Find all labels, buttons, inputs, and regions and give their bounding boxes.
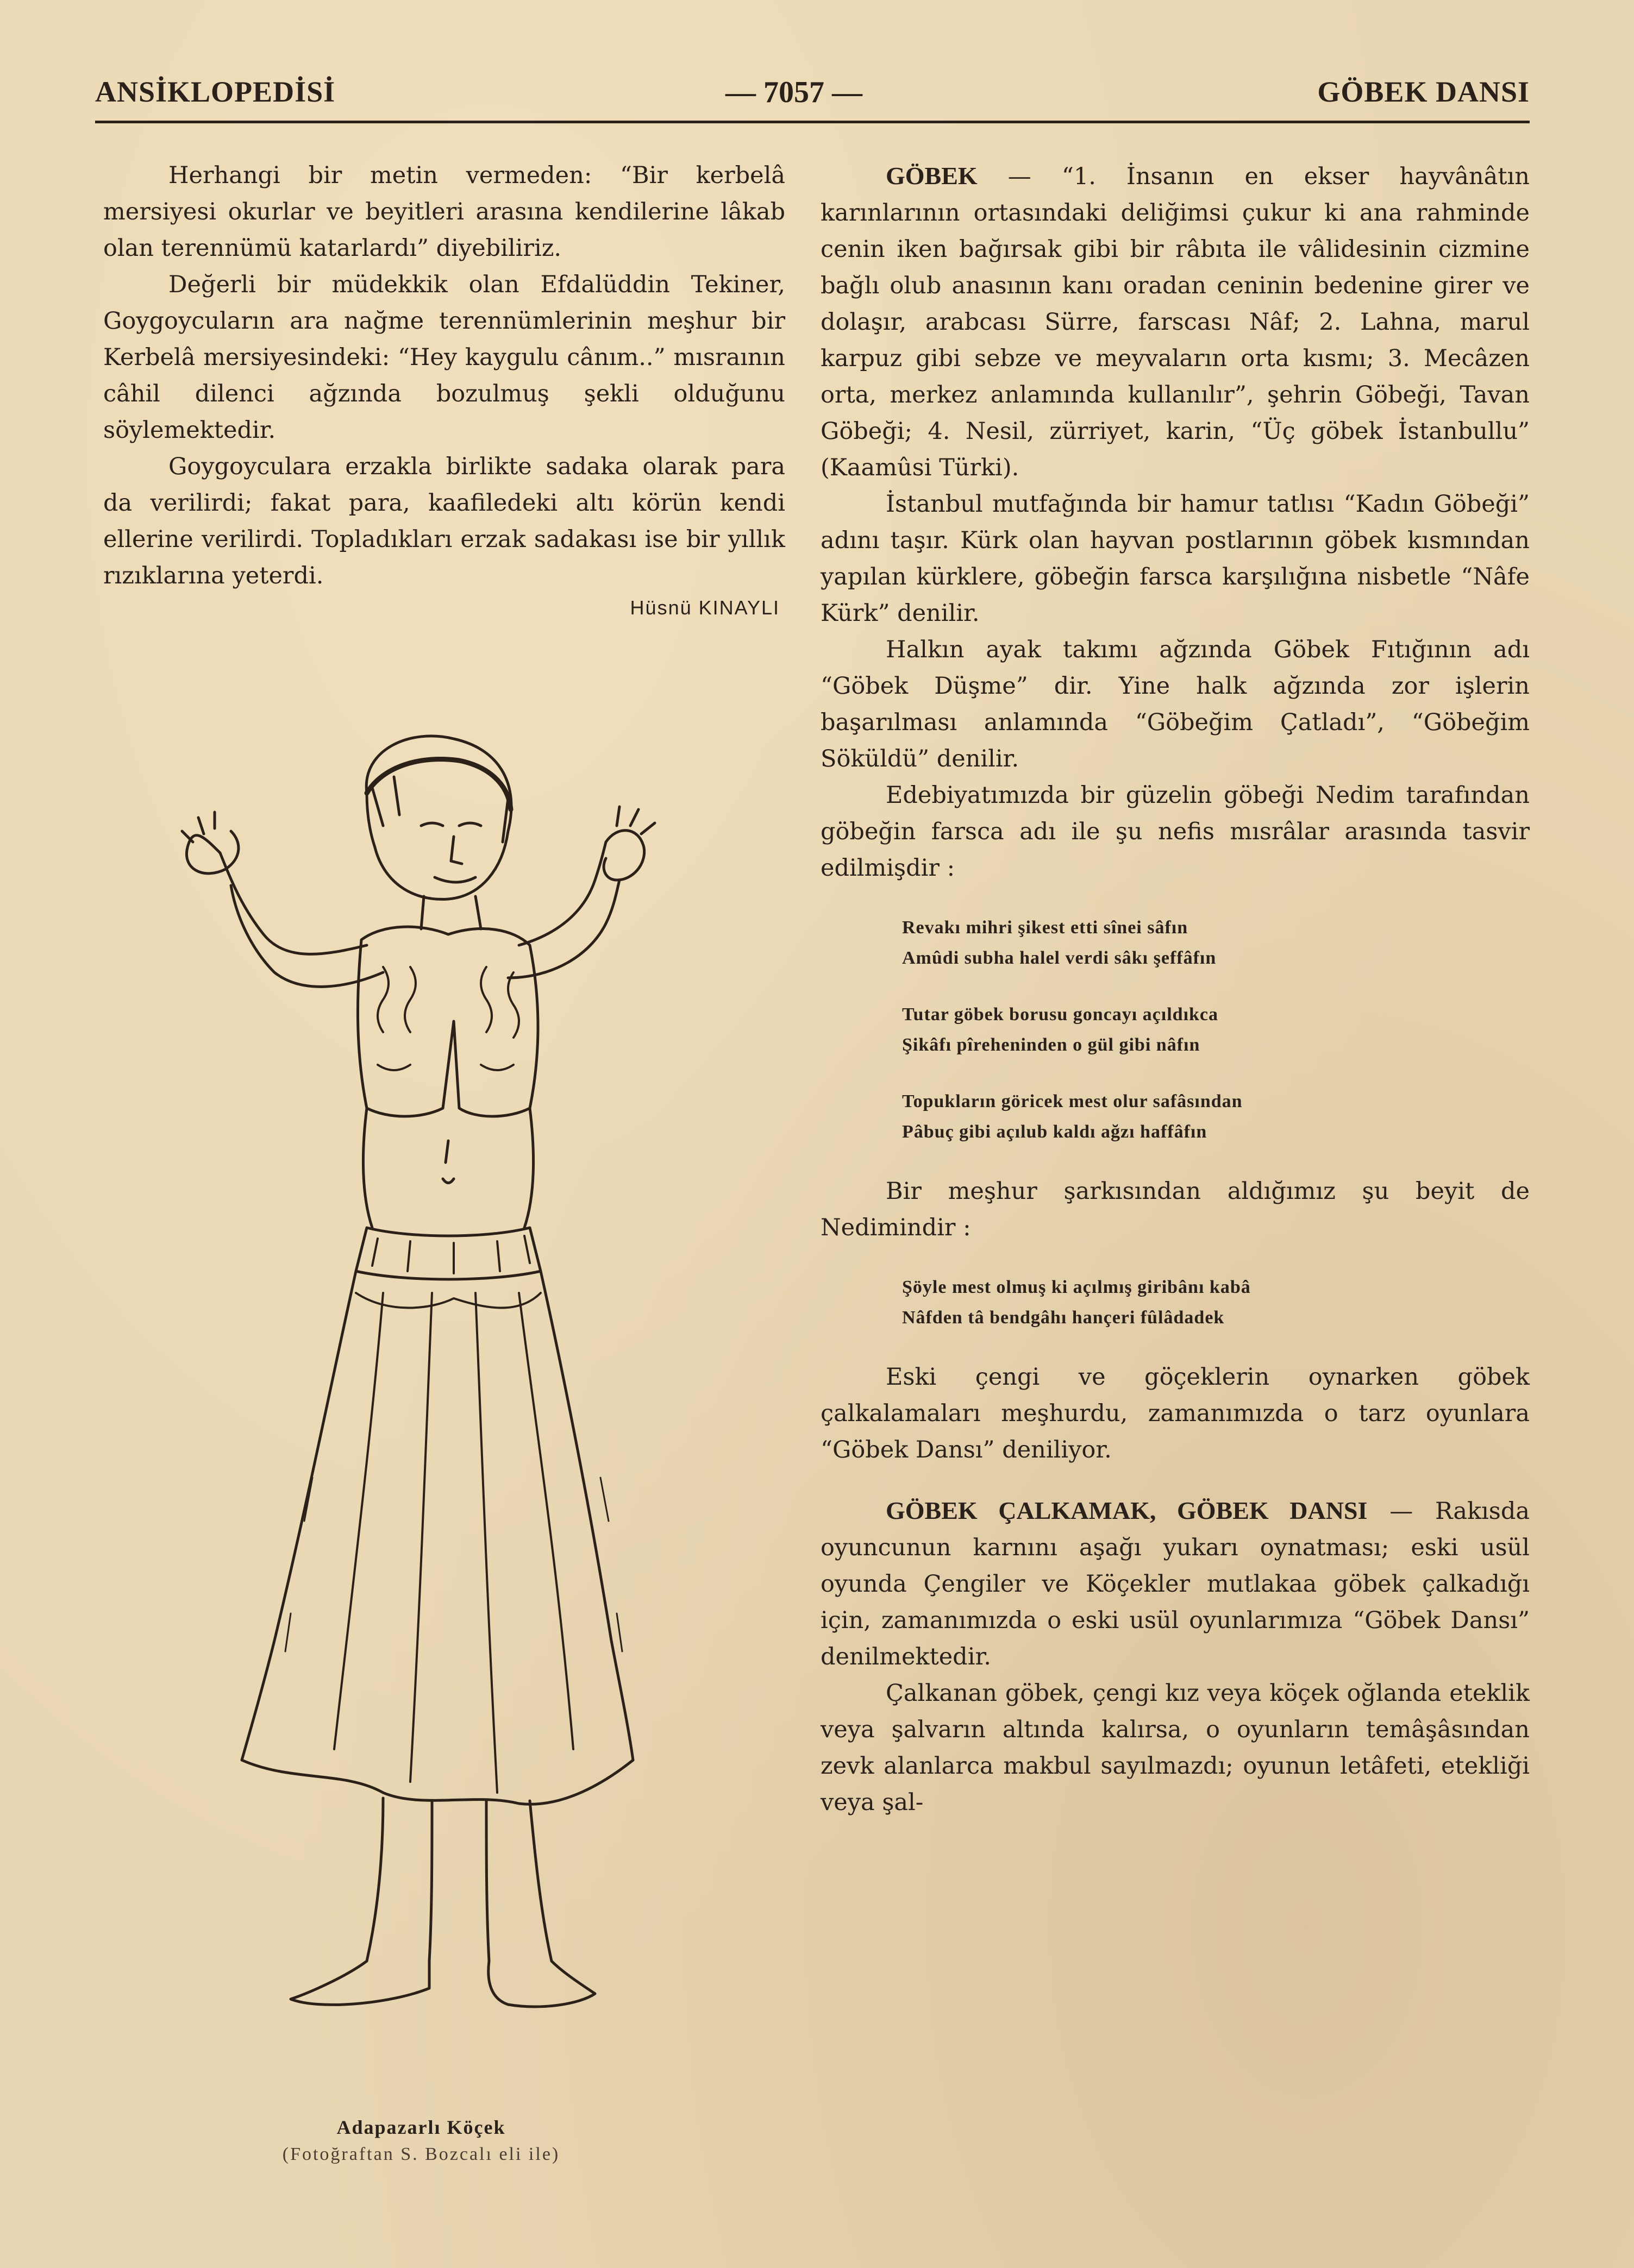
right-paragraph-5: Bir meşhur şarkısından aldığımız şu beyit de Nedimindir : [821, 1178, 1530, 1241]
verse-line: Topukların göricek mest olur safâsından [902, 1091, 1243, 1111]
running-head-left: ANSİKLOPEDİSİ [95, 76, 336, 108]
right-paragraph-2: İstanbul mutfağında bir hamur tatlısı “Kadın Göbeği” adını taşır. Kürk olan hayvan postlarının göbek kısmından yapılan kürklere, göbeğin farsca karşılığına nisbetle “Nâfe Kürk” denilir. [821, 491, 1530, 627]
entry-gobek-calkamak [821, 1492, 1530, 1675]
verse-line: Tutar göbek borusu goncayı açıldıkca [902, 1004, 1219, 1025]
verse-couplet-1 [902, 913, 1530, 973]
right-paragraph-7: Çalkanan göbek, çengi kız veya köçek oğlanda eteklik veya şalvarın altında kalırsa, o oyunların temâşâsından zevk alanlarca makbul sayılmazdı; oyunun letâfeti, etekliği veya şal- [821, 1680, 1530, 1816]
author-signature: Hüsnü KINAYLI [630, 596, 780, 619]
entry-gap [821, 1480, 1530, 1492]
entry-gobek-text: — “1. İnsanın en ekser hayvânâtın karınlarının ortasındaki deliğimsi çukur ki ana rahminde cenin iken bağırsak gibi bir râbıta ile vâlidesinin cizmine bağlı olub anasının kanı oradan ceninin bedenine girer ve dolaşır, arabcası Sürre, farscası Nâf; 2. Lahna, marul karpuz gibi sebze ve meyvaların orta kısmı; 3. Mecâzen orta, merkez anlamında kullanılır”, şehrin Göbeği, Tavan Göbeği; 4. Nesil, zürriyet, karin, “Üç göbek İstanbullu” (Kaamûsi Türki). [821, 163, 1530, 481]
page-header [95, 75, 1530, 118]
left-paragraph-3: Goygoyculara erzakla birlikte sadaka olarak para da verilirdi; fakat para, kaafiledeki altı körün kendi ellerine verilirdi. Topladıkları erzak sadakası ise bir yıllık rızıklarına yeterdi. [103, 453, 785, 589]
entry-headword-gobek: GÖBEK [886, 162, 978, 190]
verse-line: Revakı mihri şikest etti sînei sâfın [902, 918, 1188, 938]
caption-credit: (Fotoğraftan S. Bozcalı eli ile) [282, 2144, 560, 2164]
entry-gobek [821, 158, 1530, 486]
verse-line: Pâbuç gibi açılub kaldı ağzı haffâfın [902, 1122, 1207, 1142]
running-head-right: GÖBEK DANSI [1317, 76, 1530, 108]
header-rule [95, 121, 1530, 123]
caption-title: Adapazarlı Köçek [336, 2116, 506, 2138]
verse-line: Şöyle mest olmuş ki açılmış giribânı kabâ [902, 1277, 1251, 1297]
entry-gap [821, 1468, 1530, 1480]
entry-headword-gobek-calkamak: GÖBEK ÇALKAMAK, GÖBEK DANSI [886, 1497, 1368, 1524]
left-paragraph-1: Herhangi bir metin vermeden: “Bir kerbelâ mersiyesi okurlar ve beyitleri arasına kendilerine lâkab olan terennümü katarlardı” diyebiliriz. [103, 162, 785, 262]
verse-couplet-4 [902, 1272, 1530, 1333]
left-paragraph-2: Değerli bir müdekkik olan Efdalüddin Tekiner, Goygoycuların ara nağme terennümlerinin meşhur bir Kerbelâ mersiyesindeki: “Hey kaygulu cânım..” mısraının câhil dilenci ağzında bozulmuş şekli olduğunu söylemektedir. [103, 271, 785, 444]
verse-couplet-2 [902, 1000, 1530, 1060]
right-paragraph-3: Halkın ayak takımı ağzında Göbek Fıtığının adı “Göbek Düşme” dir. Yine halk ağzında zor işlerin başarılması anlamında “Göbeğim Çatladı”, “Göbeğim Söküldü” denilir. [821, 636, 1530, 772]
verse-line: Şikâfı pîreheninden o gül gibi nâfın [902, 1035, 1200, 1055]
dancer-illustration [128, 717, 715, 2091]
right-paragraph-4: Edebiyatımızda bir güzelin göbeği Nedim tarafından göbeğin farsca adı ile şu nefis mısrâlar arasında tasvir edilmişdir : [821, 782, 1530, 882]
right-column [821, 158, 1530, 1821]
entry-gobek-calkamak-text: — Rakısda oyuncunun karnını aşağı yukarı oynatması; eski usül oyunda Çengiler ve Köçekler mutlakaa göbek çalkadığı için, zamanımızda o eski usül oyunlarımıza “Göbek Dansı” denilmektedir. [821, 1498, 1530, 1670]
left-column [103, 158, 785, 619]
page-number: — 7057 — [725, 76, 862, 109]
verse-line: Amûdi subha halel verdi sâkı şeffâfın [902, 948, 1217, 968]
right-paragraph-6: Eski çengi ve göçeklerin oynarken göbek çalkalamaları meşhurdu, zamanımızda o tarz oyunlara “Göbek Dansı” deniliyor. [821, 1364, 1530, 1463]
verse-line: Nâfden tâ bendgâhı hançeri fûlâdadek [902, 1308, 1225, 1328]
verse-couplet-3 [902, 1086, 1530, 1147]
illustration-caption [95, 2116, 747, 2165]
